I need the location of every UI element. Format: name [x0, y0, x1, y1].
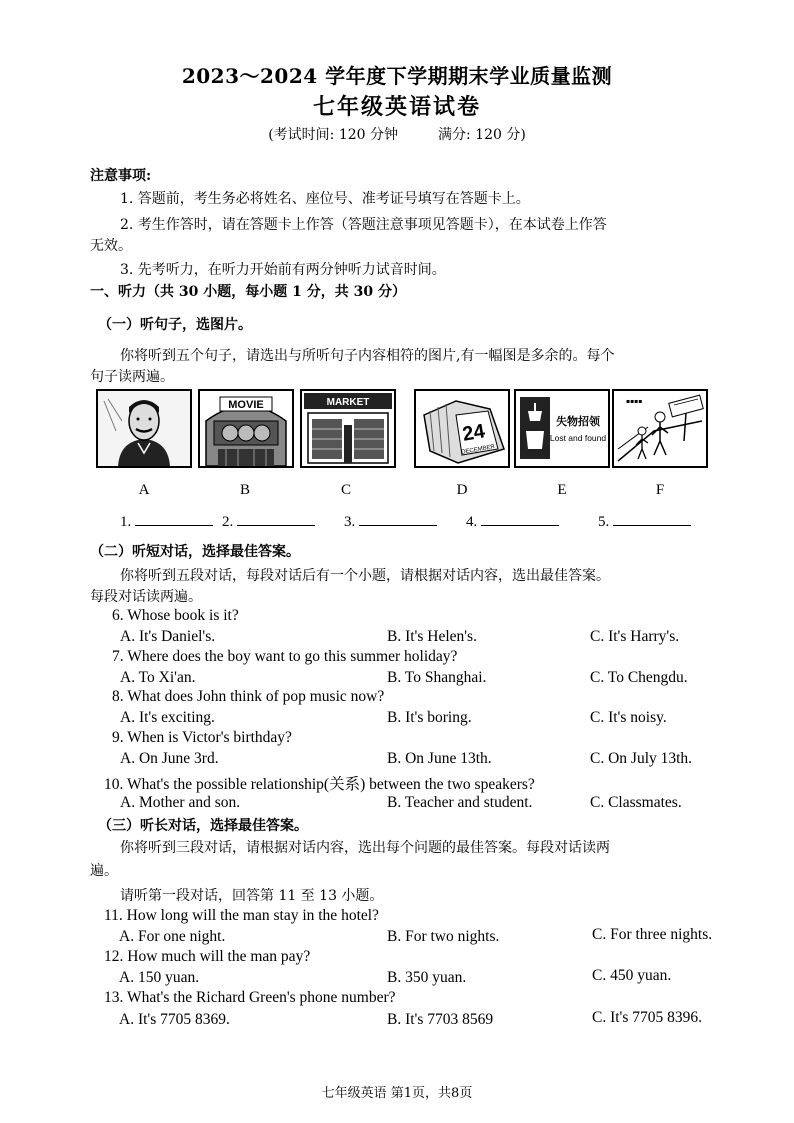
- q13-option-a: A. It's 7705 8369.: [119, 1011, 230, 1028]
- sec3-instruction-line1: 你将听到三段对话，请根据对话内容，选出每个问题的最佳答案。每段对话读两: [120, 840, 610, 856]
- exam-title: 2023～2024 学年度下学期期末学业质量监测: [181, 64, 613, 88]
- picture-d: [414, 389, 510, 468]
- answer-blank-1[interactable]: 1.: [120, 511, 213, 531]
- picture-label-d: D: [456, 482, 468, 498]
- sec3-sub-instruction: 请听第一段对话，回答第 11 至 13 小题。: [120, 888, 384, 904]
- page-footer: 七年级英语 第1页，共8页: [321, 1086, 473, 1101]
- picture-label-b: B: [239, 482, 250, 498]
- answer-blank-3[interactable]: 3.: [344, 511, 437, 531]
- sec1-instruction-line1: 你将听到五个句子，请选出与所听句子内容相符的图片,有一幅图是多余的。每个: [120, 348, 615, 364]
- answer-blank-5[interactable]: 5.: [598, 511, 691, 531]
- q10-option-a: A. Mother and son.: [120, 794, 241, 811]
- sec1-heading: （一）听句子，选图片。: [98, 317, 252, 333]
- picture-label-e: E: [557, 482, 567, 498]
- portrait-image: [98, 391, 190, 466]
- q6-option-a: A. It's Daniel's.: [120, 628, 216, 645]
- question-10: 10. What's the possible relationship(关系) between the two speakers?: [104, 776, 535, 793]
- picture-a: [96, 389, 192, 468]
- picture-label-a: A: [138, 482, 150, 498]
- note-item-2-line2: 无效。: [90, 238, 132, 254]
- sec3-heading: （三）听长对话，选择最佳答案。: [98, 818, 308, 834]
- q6-option-b: B. It's Helen's.: [387, 628, 477, 645]
- question-12: 12. How much will the man pay?: [104, 948, 311, 965]
- time-info: (考试时间: 120 分钟: [268, 127, 398, 143]
- q7-option-b: B. To Shanghai.: [387, 669, 487, 686]
- question-13: 13. What's the Richard Green's phone number?: [104, 989, 396, 1006]
- notes-heading: 注意事项:: [90, 168, 152, 184]
- q13-option-b: B. It's 7703 8569: [387, 1011, 494, 1028]
- q12-option-c: C. 450 yuan.: [592, 967, 672, 984]
- answer-blank-4[interactable]: 4.: [466, 511, 559, 531]
- picture-e: [514, 389, 610, 468]
- answer-blank-2[interactable]: 2.: [222, 511, 315, 531]
- q10-option-c: C. Classmates.: [590, 794, 682, 811]
- calendar-date-text: 24: [460, 420, 487, 446]
- picture-label-f: F: [655, 482, 665, 498]
- q8-option-b: B. It's boring.: [387, 709, 472, 726]
- q11-option-b: B. For two nights.: [387, 928, 500, 945]
- question-8: 8. What does John think of pop music now?: [112, 688, 385, 705]
- q7-option-c: C. To Chengdu.: [590, 669, 688, 686]
- q10-option-b: B. Teacher and student.: [387, 794, 533, 811]
- note-item-2-line1: 2. 考生作答时，请在答题卡上作答（答题注意事项见答题卡），在本试卷上作答: [120, 217, 607, 233]
- svg-text:▪▪▪▪: ▪▪▪▪: [626, 398, 643, 405]
- picture-label-c: C: [340, 482, 351, 498]
- q9-option-b: B. On June 13th.: [387, 750, 492, 767]
- score-info: 满分: 120 分): [438, 127, 526, 143]
- note-item-1: 1. 答题前，考生务必将姓名、座位号、准考证号填写在答题卡上。: [120, 191, 530, 207]
- q12-option-a: A. 150 yuan.: [119, 969, 200, 986]
- exam-info: [0, 124, 794, 144]
- q13-option-c: C. It's 7705 8396.: [592, 1009, 703, 1026]
- calendar-month-text: DECEMBER: [460, 444, 496, 456]
- question-9: 9. When is Victor's birthday?: [112, 729, 292, 746]
- q9-option-c: C. On July 13th.: [590, 750, 693, 767]
- sec3-instruction-line2: 遍。: [90, 863, 118, 879]
- exam-subtitle: 七年级英语试卷: [312, 94, 481, 120]
- market-sign-text: MARKET: [326, 397, 370, 408]
- q6-option-c: C. It's Harry's.: [590, 628, 680, 645]
- q8-option-c: C. It's noisy.: [590, 709, 667, 726]
- picture-f: [612, 389, 708, 468]
- q7-option-a: A. To Xi'an.: [120, 669, 196, 686]
- sec2-instruction-line2: 每段对话读两遍。: [90, 589, 202, 605]
- question-6: 6. Whose book is it?: [112, 607, 239, 624]
- q12-option-b: B. 350 yuan.: [387, 969, 467, 986]
- lost-found-en-text: Lost and found: [549, 433, 607, 443]
- picture-c: [300, 389, 396, 468]
- q11-option-c: C. For three nights.: [592, 926, 713, 943]
- sec2-instruction-line1: 你将听到五段对话，每段对话后有一个小题，请根据对话内容，选出最佳答案。: [120, 568, 610, 584]
- question-7: 7. Where does the boy want to go this summer holiday?: [112, 648, 458, 665]
- lost-found-cn-text: 失物招领: [556, 415, 600, 428]
- q11-option-a: A. For one night.: [119, 928, 226, 945]
- part1-heading: 一、听力（共 30 小题，每小题 1 分，共 30 分）: [90, 284, 406, 300]
- q8-option-a: A. It's exciting.: [120, 709, 215, 726]
- sec1-instruction-line2: 句子读两遍。: [90, 369, 174, 385]
- note-item-3: 3. 先考听力，在听力开始前有两分钟听力试音时间。: [120, 262, 446, 278]
- sec2-heading: （二）听短对话，选择最佳答案。: [90, 544, 300, 560]
- picture-b: [198, 389, 294, 468]
- movie-sign-text: MOVIE: [228, 399, 264, 411]
- question-11: 11. How long will the man stay in the hotel?: [104, 907, 379, 924]
- q9-option-a: A. On June 3rd.: [120, 750, 219, 767]
